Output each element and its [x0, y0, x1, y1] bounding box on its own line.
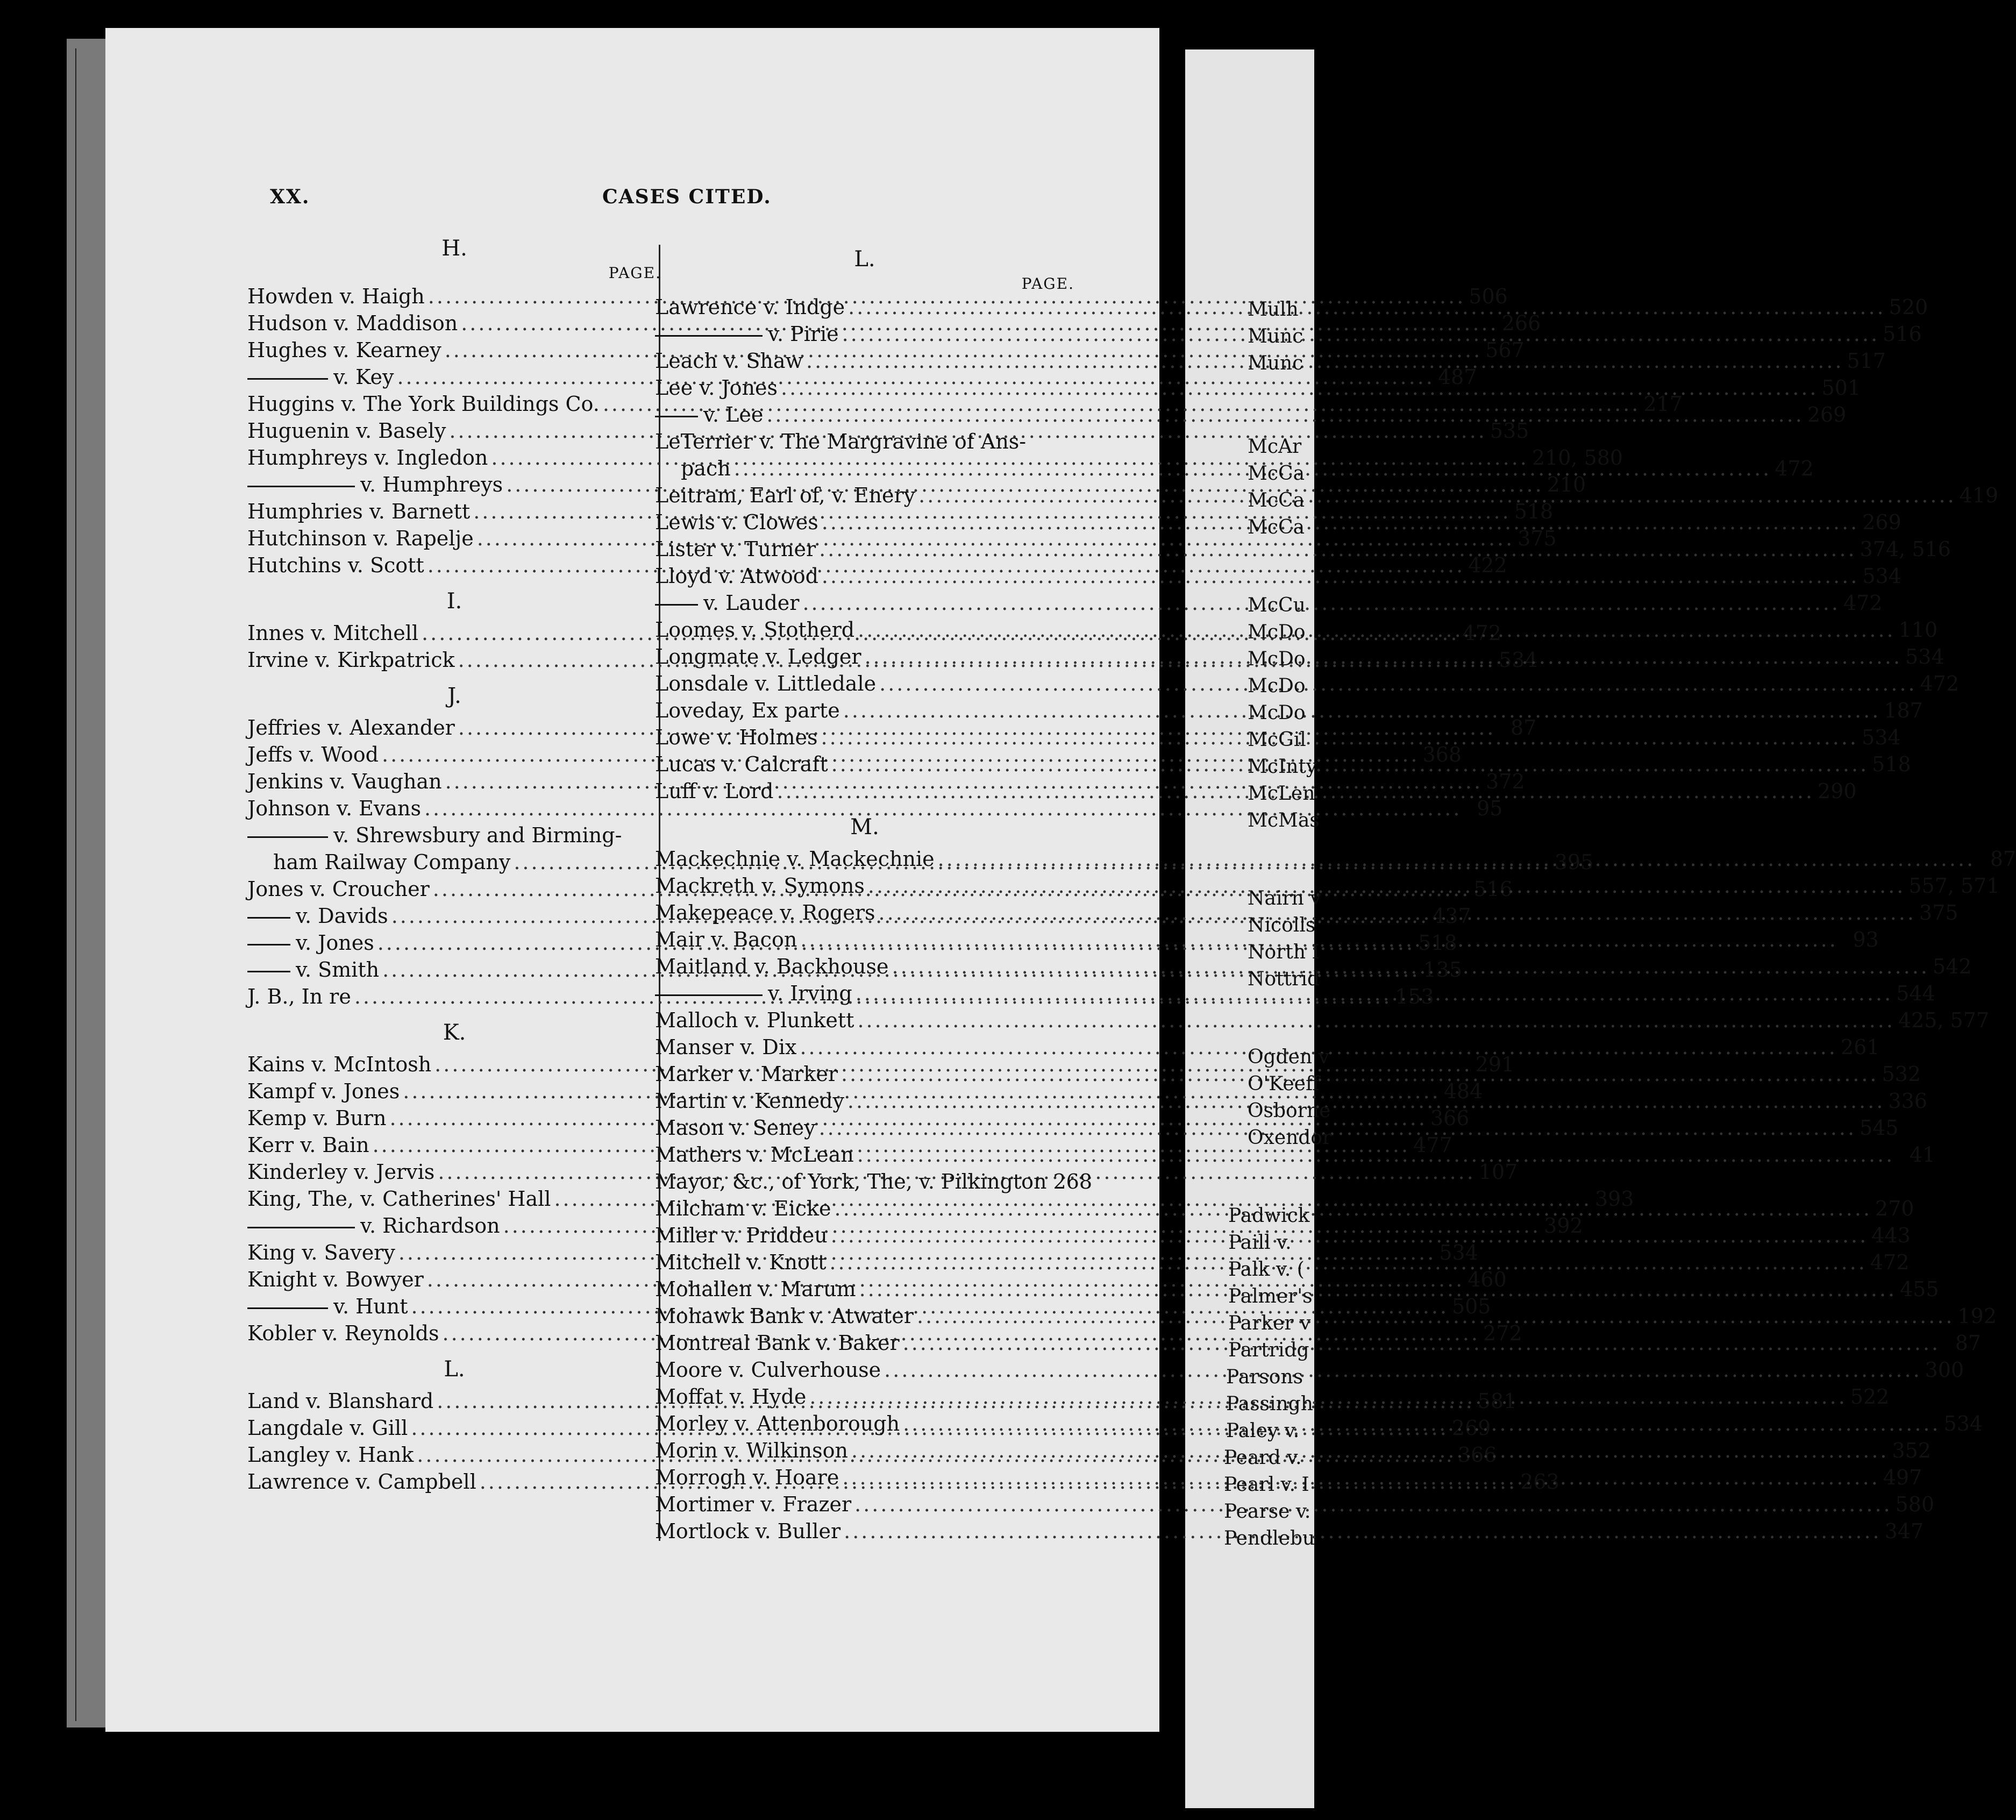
- list-item: v. Humphreys ..... 210: [247, 471, 661, 498]
- list-item: Leitram, Earl of, v. Enery ..... 419: [655, 482, 1074, 509]
- section-letter-i: I.: [446, 589, 462, 614]
- list-item: Kains v. McIntosh ..... 291: [247, 1051, 661, 1078]
- ditto-dash: [247, 836, 328, 838]
- list-item: Huguenin v. Basely ..... 535: [247, 417, 661, 444]
- list-item: Huggins v. The York Buildings Co. ..... 217: [247, 390, 661, 417]
- list-item: Miller v. Priddeu ..... 443: [655, 1222, 1074, 1249]
- next-page-fragment: Pendlebu: [1224, 1527, 1315, 1549]
- list-item: Mackreth v. Symons ..... 557, 571: [655, 872, 1074, 899]
- list-item: pach ..... 472: [655, 455, 1074, 482]
- list-item: Jeffs v. Wood ..... 368: [247, 741, 661, 768]
- next-page-fragment: McGil: [1248, 729, 1306, 751]
- list-item: Mackechnie v. Mackechnie ..... 87: [655, 845, 1074, 872]
- list-item: v. Irving ..... 544: [655, 980, 1074, 1007]
- section-letter-k: K.: [443, 1020, 466, 1045]
- list-item: Kinderley v. Jervis ..... 107: [247, 1158, 661, 1185]
- next-page-fragment: Peard v.: [1224, 1447, 1302, 1469]
- list-item: Mohawk Bank v. Atwater ..... 192: [655, 1303, 1074, 1330]
- list-item: Mathers v. McLean ..... 41: [655, 1141, 1074, 1168]
- ditto-dash: [247, 486, 355, 487]
- next-page-fragment: Nicolls: [1248, 914, 1316, 936]
- list-item: Mortlock v. Buller ..... 347: [655, 1518, 1074, 1545]
- next-page-fragment: McDo: [1248, 675, 1306, 697]
- list-item: Howden v. Haigh ..... 506: [247, 283, 661, 310]
- next-page-fragment: Oxendor: [1248, 1127, 1332, 1149]
- list-item: Makepeace v. Rogers ..... 375: [655, 899, 1074, 926]
- list-item: Langley v. Hank ..... 366: [247, 1441, 661, 1468]
- next-page-fragment: Parsons: [1226, 1366, 1303, 1388]
- next-page-fragment: Paley v.: [1226, 1420, 1300, 1442]
- section-letter-j: J.: [447, 684, 461, 708]
- next-page-fragment: Palmer's: [1228, 1285, 1313, 1307]
- list-item: Langdale v. Gill ..... 269: [247, 1414, 661, 1441]
- list-item: Humphreys v. Ingledon ..... 210, 580: [247, 444, 661, 471]
- ditto-dash: [655, 604, 698, 606]
- list-item: Hughes v. Kearney ..... 567: [247, 337, 661, 364]
- page-column-label: PAGE.: [608, 264, 661, 282]
- list-item: Jeffries v. Alexander ..... 87: [247, 714, 661, 741]
- next-page-fragment: Parker v: [1228, 1312, 1311, 1334]
- list-item: Mason v. Seney ..... 545: [655, 1114, 1074, 1141]
- list-item: J. B., In re ..... 153: [247, 983, 661, 1010]
- list-item: v. Smith ..... 135: [247, 956, 661, 983]
- list-item: Loomes v. Stotherd ..... 110: [655, 616, 1074, 643]
- next-page-fragment: Palk v. (: [1228, 1259, 1305, 1281]
- list-item: Knight v. Bowyer ..... 460: [247, 1266, 661, 1293]
- ditto-dash: [655, 335, 763, 337]
- list-item: Johnson v. Evans ..... 95: [247, 795, 661, 822]
- page-number: XX.: [270, 186, 310, 208]
- ditto-dash: [247, 971, 290, 972]
- list-item: Kerr v. Bain ..... 477: [247, 1132, 661, 1158]
- next-page-fragment: Pearse v.: [1224, 1501, 1311, 1523]
- next-page-fragment: Osborne: [1248, 1100, 1331, 1122]
- next-page-fragment: Nairn v: [1248, 887, 1321, 909]
- list-item: v. Key ..... 487: [247, 364, 661, 390]
- section-letter-m: M.: [850, 815, 879, 840]
- list-item: Humphries v. Barnett ..... 518: [247, 498, 661, 525]
- list-item: Kobler v. Reynolds ..... 272: [247, 1320, 661, 1347]
- list-item: Montreal Bank v. Baker ..... 87: [655, 1330, 1074, 1356]
- ditto-dash: [247, 1307, 328, 1309]
- next-page-fragment: Paill v.: [1228, 1232, 1292, 1254]
- list-item: Leach v. Shaw ..... 517: [655, 347, 1074, 374]
- next-page-fragment: McDo: [1248, 702, 1306, 724]
- list-item: Lawrence v. Indge ..... 520: [655, 294, 1074, 321]
- next-page-fragment: Pearl v. I: [1224, 1474, 1309, 1496]
- list-item: Lucas v. Calcraft ..... 518: [655, 751, 1074, 778]
- next-page-fragment: O'Keeff: [1248, 1073, 1320, 1095]
- list-item: Mitchell v. Knott ..... 472: [655, 1249, 1074, 1276]
- ditto-dash: [247, 378, 328, 380]
- list-item: Hutchins v. Scott ..... 422: [247, 552, 661, 579]
- list-item: Marker v. Marker ..... 532: [655, 1061, 1074, 1087]
- list-item: Hudson v. Maddison ..... 266: [247, 310, 661, 337]
- next-page-fragment: McDo: [1248, 648, 1306, 670]
- next-page-fragment: North I: [1248, 941, 1320, 963]
- next-page-fragment: Partridg: [1228, 1339, 1309, 1361]
- page-title: CASES CITED.: [602, 186, 772, 208]
- next-page-fragment: McDo: [1248, 621, 1306, 643]
- page-shadow: [67, 39, 110, 1727]
- ditto-dash: [247, 917, 290, 919]
- list-item: Mair v. Bacon ..... 93: [655, 926, 1074, 953]
- list-item: Mortimer v. Frazer ..... 580: [655, 1491, 1074, 1518]
- next-page-fragment: McCa: [1248, 463, 1305, 485]
- list-item: Lawrence v. Campbell ..... 263: [247, 1468, 661, 1495]
- next-page-fragment: Mulh: [1248, 298, 1299, 321]
- list-item: Milcham v. Eicke ..... 270: [655, 1195, 1074, 1222]
- next-page-fragment: McMas: [1248, 809, 1320, 831]
- list-item: Malloch v. Plunkett ..... 425, 577: [655, 1007, 1074, 1034]
- ditto-dash: [247, 1227, 355, 1228]
- list-item: King v. Savery ..... 534: [247, 1239, 661, 1266]
- list-item: Maitland v. Backhouse ..... 542: [655, 953, 1074, 980]
- next-page-fragment: McCa: [1248, 489, 1305, 511]
- list-item: Luff v. Lord ..... 290: [655, 778, 1074, 805]
- list-item: Morin v. Wilkinson ..... 352: [655, 1437, 1074, 1464]
- list-item: Lowe v. Holmes ..... 534: [655, 724, 1074, 751]
- list-item: Mohallen v. Marum ..... 455: [655, 1276, 1074, 1303]
- next-page-fragment: Munc: [1248, 352, 1303, 374]
- next-page-fragment: McAr: [1248, 436, 1302, 458]
- list-item: ham Railway Company ..... 395: [247, 849, 661, 876]
- list-item: Lister v. Turner ..... 374, 516: [655, 536, 1074, 563]
- list-item: Lee v. Jones ..... 501: [655, 374, 1074, 401]
- ditto-dash: [655, 416, 698, 417]
- ditto-dash: [247, 944, 290, 945]
- list-item: v. Lauder ..... 472: [655, 589, 1074, 616]
- list-item: Land v. Blanshard ..... 581: [247, 1388, 661, 1414]
- list-item: v. Lee ..... 269: [655, 401, 1074, 428]
- list-item: Morrogh v. Hoare ..... 497: [655, 1464, 1074, 1491]
- list-item: Lonsdale v. Littledale ..... 472: [655, 670, 1074, 697]
- list-item: Jones v. Croucher ..... 516: [247, 876, 661, 902]
- list-item: v. Shrewsbury and Birming-: [247, 822, 661, 849]
- list-item: Moffat v. Hyde ..... 522: [655, 1383, 1074, 1410]
- list-item: Innes v. Mitchell ..... 472: [247, 620, 661, 646]
- list-item: Kemp v. Burn ..... 366: [247, 1105, 661, 1132]
- next-page-fragment: Ogden v: [1248, 1046, 1329, 1068]
- list-item: LeTerrier v. The Margravine of Ans-: [655, 430, 1027, 453]
- list-item: v. Davids ..... 437: [247, 902, 661, 929]
- list-item: Lewis v. Clowes ..... 269: [655, 509, 1074, 536]
- next-page-fragment: McInty: [1248, 756, 1317, 778]
- next-page-fragment: Passingh: [1226, 1393, 1313, 1415]
- ditto-dash: [655, 994, 763, 996]
- list-item: v. Jones ..... 518: [247, 929, 661, 956]
- list-item: Moore v. Culverhouse ..... 300: [655, 1356, 1074, 1383]
- next-page-fragment: McLen: [1248, 783, 1315, 805]
- list-item: Martin v. Kennedy ..... 336: [655, 1087, 1074, 1114]
- list-item: v. Hunt ..... 505: [247, 1293, 661, 1320]
- list-item: Kampf v. Jones ..... 484: [247, 1078, 661, 1105]
- next-page-fragment: Munc: [1248, 325, 1303, 347]
- list-item: Mayor, &c., of York, The, v. Pilkington 268: [655, 1170, 1093, 1193]
- section-letter-l: L.: [854, 247, 875, 272]
- page-edge-line: [75, 48, 76, 1721]
- page-column-label: PAGE.: [1021, 275, 1074, 293]
- section-letter-h: H.: [441, 236, 467, 261]
- list-item: Longmate v. Ledger ..... 534: [655, 643, 1074, 670]
- list-item: Morley v. Attenborough ..... 534: [655, 1410, 1074, 1437]
- list-item: Irvine v. Kirkpatrick ..... 534: [247, 646, 661, 673]
- list-item: v. Richardson ..... 392: [247, 1212, 661, 1239]
- next-page-fragment: Padwick: [1228, 1205, 1310, 1227]
- next-page-fragment: McCa: [1248, 516, 1305, 538]
- list-item: Loveday, Ex parte ..... 187: [655, 697, 1074, 724]
- next-page-fragment: McCu: [1248, 594, 1306, 616]
- list-item: Lloyd v. Atwood ..... 534: [655, 563, 1074, 589]
- section-letter-l: L.: [444, 1357, 465, 1382]
- list-item: King, The, v. Catherines' Hall ..... 393: [247, 1185, 661, 1212]
- list-item: Jenkins v. Vaughan ..... 372: [247, 768, 661, 795]
- list-item: v. Pirie ..... 516: [655, 321, 1074, 347]
- list-item: Hutchinson v. Rapelje ..... 375: [247, 525, 661, 552]
- next-page-fragment: Nottrid: [1248, 968, 1320, 990]
- list-item: Manser v. Dix ..... 261: [655, 1034, 1074, 1061]
